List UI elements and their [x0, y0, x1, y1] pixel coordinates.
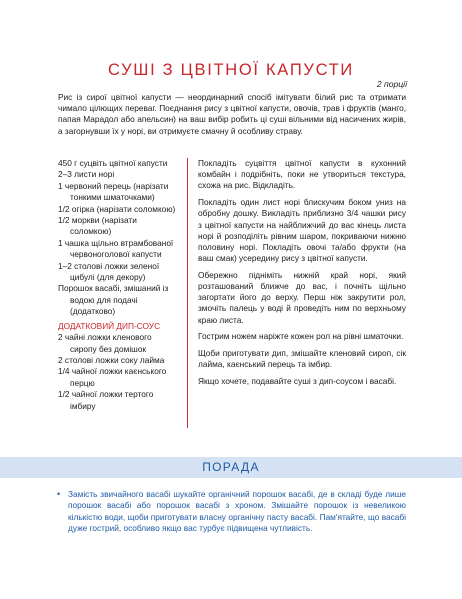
ingredient-subtext: водою для подачі (додатково) — [70, 294, 138, 317]
ingredient-item — [58, 215, 183, 238]
ingredient-item — [58, 332, 183, 355]
step-paragraph: Покладіть суцвіття цвітної капусти в кухонний комбайн і подрібніть, поки не утвориться текстура, схожа на рис. Відкладіть. — [198, 158, 406, 191]
ingredient-item — [58, 204, 183, 215]
ingredient-item — [58, 238, 183, 261]
ingredient-item — [58, 261, 183, 284]
ingredient-subtext: перцю — [70, 377, 95, 388]
ingredient-subtext: червоноголової капусти — [70, 249, 162, 260]
ingredient-item — [58, 181, 183, 204]
tip-text: Замість звичайного васабі шукайте органічний порошок васабі, де в складі буде лише порошок васабі або порошок васабі з хроном. Змішайте порошок із невеликою кількістю води, щоби приготувати власну органічну пасту васабі. Пам'ятайте, що васабі дуже гострий, особливо якщо вас турбує підвищена чутливість. — [68, 489, 406, 534]
ingredient-text: 1 червоний перець (нарізати — [58, 180, 169, 191]
ingredient-text: Порошок васабі, змішаний із — [58, 283, 169, 294]
ingredient-text: 2 столові ложки соку лайма — [58, 354, 165, 365]
ingredient-subtext: цибулі (для декору) — [70, 272, 146, 283]
ingredient-text: 1/2 моркви (нарізати — [58, 215, 137, 226]
step-paragraph: Гострим ножем наріжте кожен рол на рівні шматочки. — [198, 331, 404, 342]
dip-heading: ДОДАТКОВИЙ ДИП-СОУС — [58, 320, 161, 331]
ingredient-item — [58, 366, 183, 389]
ingredient-text: 1/2 огірка (нарізати соломкою) — [58, 203, 176, 214]
recipe-intro: Рис із сирої цвітної капусти — неординарний спосіб імітувати білий рис та отримати чимало цілющих переваг. Поєднання рису з цвітної капусти, овочів, трав і фруктів (манго, папая Марадол або апельсин) на ваш вибір робить ці суші вільними від насичених жирів, а загорнувши їх у норі, ви отримуєте смачну й особливу страву. — [58, 92, 406, 136]
dip-ingredients-list — [58, 332, 183, 412]
step-paragraph: Покладіть один лист норі блискучим боком униз на обробну дошку. Викладіть приблизно 3/4 чашки рису з цвітної капусти на найближчий до вас кінець листа норі й розподіліть рівним шаром, покриваючи нижню половину норі. Покладіть овочі та/або фрукти (на ваш смак) усередину рису з цвітної капусти. — [198, 197, 406, 264]
ingredient-item — [58, 283, 183, 317]
step-paragraph: Щоби приготувати дип, змішайте кленовий сироп, сік лайма, каєнський перець та імбир. — [198, 348, 406, 370]
ingredient-text: 2 чайні ложки кленового — [58, 332, 152, 343]
ingredient-text: 2–3 листи норі — [58, 169, 115, 180]
ingredient-subtext: тонкими шматочками) — [70, 192, 155, 203]
ingredient-subtext: соломкою) — [70, 226, 112, 237]
ingredient-item — [58, 169, 183, 180]
ingredient-item — [58, 389, 183, 412]
tip-title: ПОРАДА — [202, 460, 260, 474]
column-divider — [187, 158, 188, 428]
ingredient-subtext: імбиру — [70, 400, 96, 411]
bullet-icon: • — [57, 489, 61, 499]
step-paragraph: Обережно підніміть нижній край норі, який розташований ближче до вас, і почніть щільно загортати його до верху. Перш ніж закрутити рол, змочіть палець у воді й проведіть ним по верхньому краю листа. — [198, 269, 406, 325]
ingredient-item — [58, 355, 183, 366]
ingredient-text: 1/2 чайної ложки тертого — [58, 389, 154, 400]
ingredient-text: 450 г суцвіть цвітної капусти — [58, 158, 168, 168]
recipe-title: СУШІ З ЦВІТНОЇ КАПУСТИ — [108, 61, 354, 80]
step-paragraph: Якщо хочете, подавайте суші з дип-соусом і васабі. — [198, 375, 397, 386]
steps-column — [198, 158, 406, 393]
ingredient-text: 1/4 чайної ложки каєнського — [58, 366, 167, 377]
servings-label: 2 порції — [376, 79, 407, 89]
ingredients-column — [58, 158, 183, 412]
ingredient-text: 1–2 столові ложки зеленої — [58, 260, 160, 271]
ingredients-list — [58, 158, 183, 318]
ingredient-subtext: сиропу без домішок — [70, 343, 147, 354]
ingredient-item — [58, 158, 183, 169]
ingredient-text: 1 чашка щільно втрамбованої — [58, 237, 174, 248]
